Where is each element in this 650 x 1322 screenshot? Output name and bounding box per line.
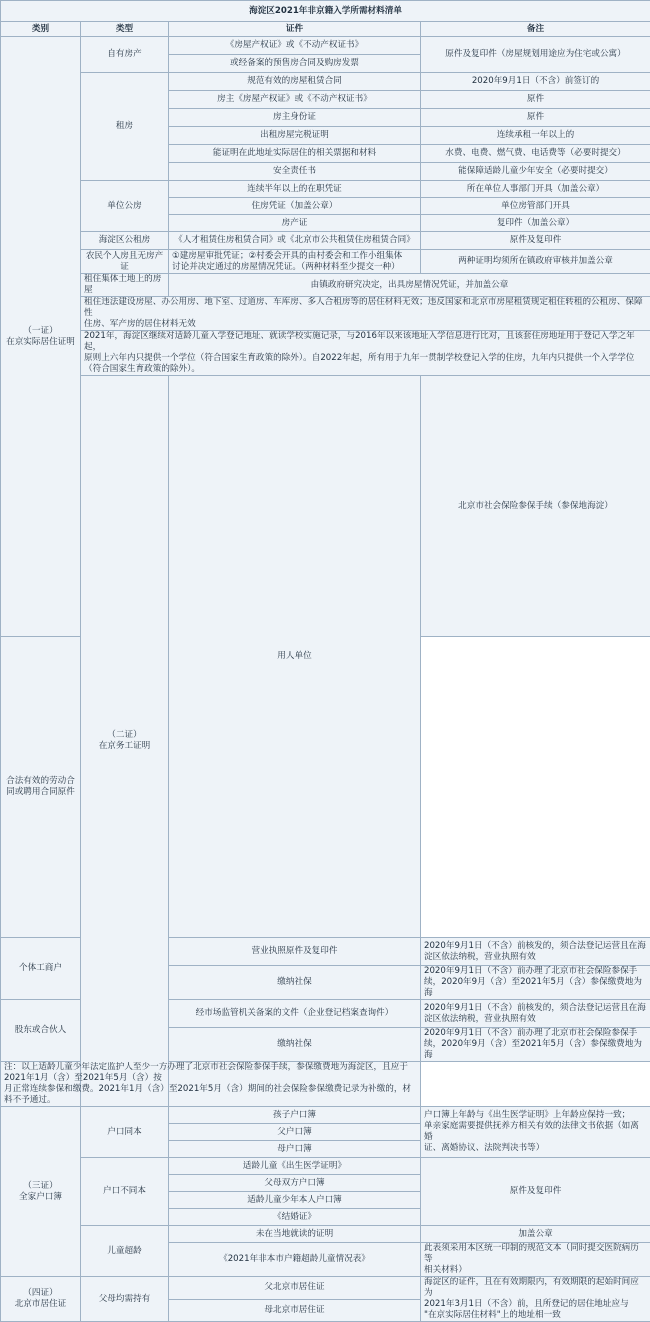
section-1-label-line2: 在京实际居住证明 <box>6 337 75 347</box>
remark-own-house: 原件及复印件（房屋规划用途应为住宅或公寓） <box>421 37 650 73</box>
remark-registration-file <box>421 1000 650 1028</box>
doc-child-register: 孩子户口簿 <box>169 1107 421 1124</box>
remark-pay-insurance-line1: 2020年9月1日（不含）前办理了北京市社会保险参保手 <box>424 966 637 976</box>
remark-residence-bills: 水费、电费、燃气费、电话费等（必要时提交） <box>421 145 650 163</box>
remark-overage-form-line1: 此表须采用本区统一印制的规范文本（同时提交医院病历等 <box>424 1243 639 1264</box>
section-1-note-line1: 2021年，海淀区继续对适龄儿童入学登记地址、就读学校实施记录，与2016年以来该地址入学信息进行比对，且该套住房地址用于登记入学之年起， <box>84 331 635 352</box>
remark-same-register-line2: 单亲家庭需要提供抚养方相关有效的法律文书依据（如离婚 <box>424 1121 639 1142</box>
remark-same-register <box>421 1107 650 1158</box>
remark-shareholder-insurance-line2: 续，2020年9月（含）至2021年5月（含）参保缴费地为海 <box>424 1039 642 1060</box>
type-employer: 用人单位 <box>169 376 421 938</box>
section-2-label-line1: （二证） <box>107 730 141 740</box>
doc-rural-proof-line2: 讨论并决定通过的房屋情况凭证。（两种材料至少提交一种） <box>172 262 400 272</box>
remark-registration-file-line2: 淀区依法纳税，营业执照有效 <box>424 1014 536 1024</box>
remark-public-rent: 原件及复印件 <box>421 232 650 250</box>
doc-child-own-register: 适龄儿童少年本人户口簿 <box>169 1192 421 1209</box>
type-different-register: 户口不同本 <box>81 1158 169 1226</box>
type-shareholder: 股东或合伙人 <box>1 1000 81 1062</box>
remark-property-deed: 复印件（加盖公章） <box>421 215 650 232</box>
doc-social-insurance: 北京市社会保险参保手续（参保地海淀） <box>421 376 650 637</box>
section-2-label <box>81 376 169 1107</box>
doc-mother-register: 母户口簿 <box>169 1141 421 1158</box>
remark-different-register: 原件及复印件 <box>421 1158 650 1226</box>
section-2-note-line2: 月正常连续参保和缴费。2021年1月（含）至2021年5月（含）期间的社会保险参保缴费记录为补缴的，材料不予通过。 <box>4 1084 411 1105</box>
doc-rural-proof <box>169 250 421 274</box>
type-self-employed: 个体工商户 <box>1 938 81 1000</box>
section-1-note-line2: 原则上六年内只提供一个学位（符合国家生育政策的除外）。自2022年起，所有用于九年一贯制学校登记入学的住房，九年内只提供一个入学学位 <box>84 353 634 363</box>
remark-overage-form <box>421 1243 650 1277</box>
doc-marriage-certificate: 《结婚证》 <box>169 1209 421 1226</box>
remark-business-license <box>421 938 650 966</box>
type-public-rent: 海淀区公租房 <box>81 232 169 250</box>
header-category: 类别 <box>1 22 81 37</box>
doc-landlord-id: 房主身份证 <box>169 109 421 127</box>
type-own-house: 自有房产 <box>81 37 169 73</box>
doc-public-rent-contract: 《人才租赁住房租赁合同》或《北京市公共租赁住房租赁合同》 <box>169 232 421 250</box>
doc-collective-land: 由镇政府研究决定，出具房屋情况凭证，并加盖公章 <box>169 274 650 297</box>
doc-rural-proof-line1: ①建房屋审批凭证；②村委会开具的由村委会和工作小组集体 <box>172 251 402 261</box>
remark-shareholder-insurance <box>421 1028 650 1062</box>
type-collective-land: 租住集体土地上的房屋 <box>81 274 169 297</box>
section-3-label-line1: （三证） <box>23 1181 57 1191</box>
section-4-label <box>1 1277 81 1322</box>
section-4-label-line1: （四证） <box>23 1288 57 1298</box>
remark-rent-contract: 2020年9月1日（不含）前签订的 <box>421 73 650 91</box>
doc-residence-bills: 能证明在此地址实际居住的相关票据和材料 <box>169 145 421 163</box>
remark-pay-insurance-line2: 续，2020年9月（含）至2021年5月（含）参保缴费地为海 <box>424 977 642 998</box>
header-type: 类型 <box>81 22 169 37</box>
doc-tax-proof: 出租房屋完税证明 <box>169 127 421 145</box>
doc-father-register: 父户口簿 <box>169 1124 421 1141</box>
remark-residence-permit-line1: 海淀区的证件，且在有效期限内，有效期限的起始时间应为 <box>424 1277 639 1298</box>
section-3-label <box>1 1107 81 1277</box>
remark-safety-letter: 能保障适龄儿童少年安全（必要时提交） <box>421 163 650 181</box>
header-document: 证件 <box>169 22 421 37</box>
section-3-label-line2: 全家户口簿 <box>19 1192 62 1202</box>
doc-not-enrolled-proof: 未在当地就读的证明 <box>169 1226 421 1243</box>
remark-landlord-certificate: 原件 <box>421 91 650 109</box>
remark-overage-form-line2: 相关材料） <box>424 1265 467 1275</box>
type-rural-house: 农民个人房且无房产证 <box>81 250 169 274</box>
invalid-housing-note-line2: 住房、军产房的居住材料无效 <box>84 319 196 329</box>
type-overage: 儿童超龄 <box>81 1226 169 1277</box>
remark-tax-proof: 连续承租一年以上的 <box>421 127 650 145</box>
doc-overage-form: 《2021年非本市户籍超龄儿童情况表》 <box>169 1243 421 1277</box>
invalid-housing-note-line1: 租住违法建设房屋、办公用房、地下室、过道房、车库房、多人合租房等的居住材料无效；违反国家和北京市房屋租赁规定租住转租的公租房、保障性 <box>84 297 643 318</box>
type-rent: 租房 <box>81 73 169 181</box>
remark-not-enrolled-proof: 加盖公章 <box>421 1226 650 1243</box>
remark-rural: 两种证明均须所在镇政府审核并加盖公章 <box>421 250 650 274</box>
remark-residence-permit-line2: 2021年3月1日（不含）前，且所登记的居住地址应与 <box>424 1299 629 1309</box>
section-2-label-line2: 在京务工证明 <box>99 741 151 751</box>
remark-business-license-line2: 淀区依法纳税，营业执照有效 <box>424 952 536 962</box>
doc-business-license: 营业执照原件及复印件 <box>169 938 421 966</box>
doc-mother-permit: 母北京市居住证 <box>169 1299 421 1322</box>
remark-employment-proof: 所在单位人事部门开具（加盖公章） <box>421 181 650 198</box>
doc-pay-insurance: 缴纳社保 <box>169 966 421 1000</box>
doc-landlord-certificate: 房主《房屋产权证》或《不动产权证书》 <box>169 91 421 109</box>
doc-birth-certificate: 适龄儿童《出生医学证明》 <box>169 1158 421 1175</box>
doc-safety-letter: 安全责任书 <box>169 163 421 181</box>
section-2-note-line1: 注：以上适龄儿童少年法定监护人至少一方办理了北京市社会保险参保手续，参保缴费地为海淀区，且应于2021年1月（含）至2021年5月（含）按 <box>4 1062 408 1083</box>
header-remark: 备注 <box>421 22 650 37</box>
doc-shareholder-insurance: 缴纳社保 <box>169 1028 421 1062</box>
remark-housing-proof: 单位房管部门开具 <box>421 198 650 215</box>
doc-employment-proof: 连续半年以上的在职凭证 <box>169 181 421 198</box>
doc-registration-file: 经市场监管机关备案的文件（企业登记档案查询件） <box>169 1000 421 1028</box>
remark-same-register-line3: 证、离婚协议、法院判决书等） <box>424 1143 544 1153</box>
type-unit-house: 单位公房 <box>81 181 169 232</box>
doc-rent-contract: 规范有效的房屋租赁合同 <box>169 73 421 91</box>
page-title: 海淀区2021年非京籍入学所需材料清单 <box>1 1 650 22</box>
section-1-label-line1: （一证） <box>23 326 57 336</box>
remark-residence-permit <box>421 1277 650 1322</box>
section-1-note-line3: （符合国家生育政策的除外）。 <box>84 364 200 374</box>
invalid-housing-note <box>81 297 650 331</box>
type-same-register: 户口同本 <box>81 1107 169 1158</box>
remark-same-register-line1: 户口簿上年龄与《出生医学证明》上年龄应保持一致； <box>424 1110 630 1120</box>
doc-property-deed: 房产证 <box>169 215 421 232</box>
doc-property-certificate: 《房屋产权证》或《不动产权证书》 <box>169 37 421 55</box>
section-1-label <box>1 37 81 637</box>
doc-parents-register: 父母双方户口簿 <box>169 1175 421 1192</box>
remark-shareholder-insurance-line1: 2020年9月1日（不含）前办理了北京市社会保险参保手 <box>424 1028 637 1038</box>
remark-landlord-id: 原件 <box>421 109 650 127</box>
section-2-note <box>1 1062 421 1107</box>
remark-residence-permit-line3: "在京实际居住材料"上的地址相一致 <box>424 1310 561 1320</box>
doc-father-permit: 父北京市居住证 <box>169 1277 421 1300</box>
remark-pay-insurance <box>421 966 650 1000</box>
remark-business-license-line1: 2020年9月1日（不含）前核发的，须合法登记运营且在海 <box>424 941 646 951</box>
doc-labor-contract: 合法有效的劳动合同或聘用合同原件 <box>1 637 81 938</box>
doc-presale-contract: 或经备案的预售房合同及购房发票 <box>169 55 421 73</box>
section-4-label-line2: 北京市居住证 <box>15 1299 67 1309</box>
section-1-note <box>81 331 650 376</box>
doc-housing-proof: 住房凭证（加盖公章） <box>169 198 421 215</box>
remark-registration-file-line1: 2020年9月1日（不含）前核发的，须合法登记运营且在海 <box>424 1003 646 1013</box>
type-parents-permit: 父母均需持有 <box>81 1277 169 1322</box>
